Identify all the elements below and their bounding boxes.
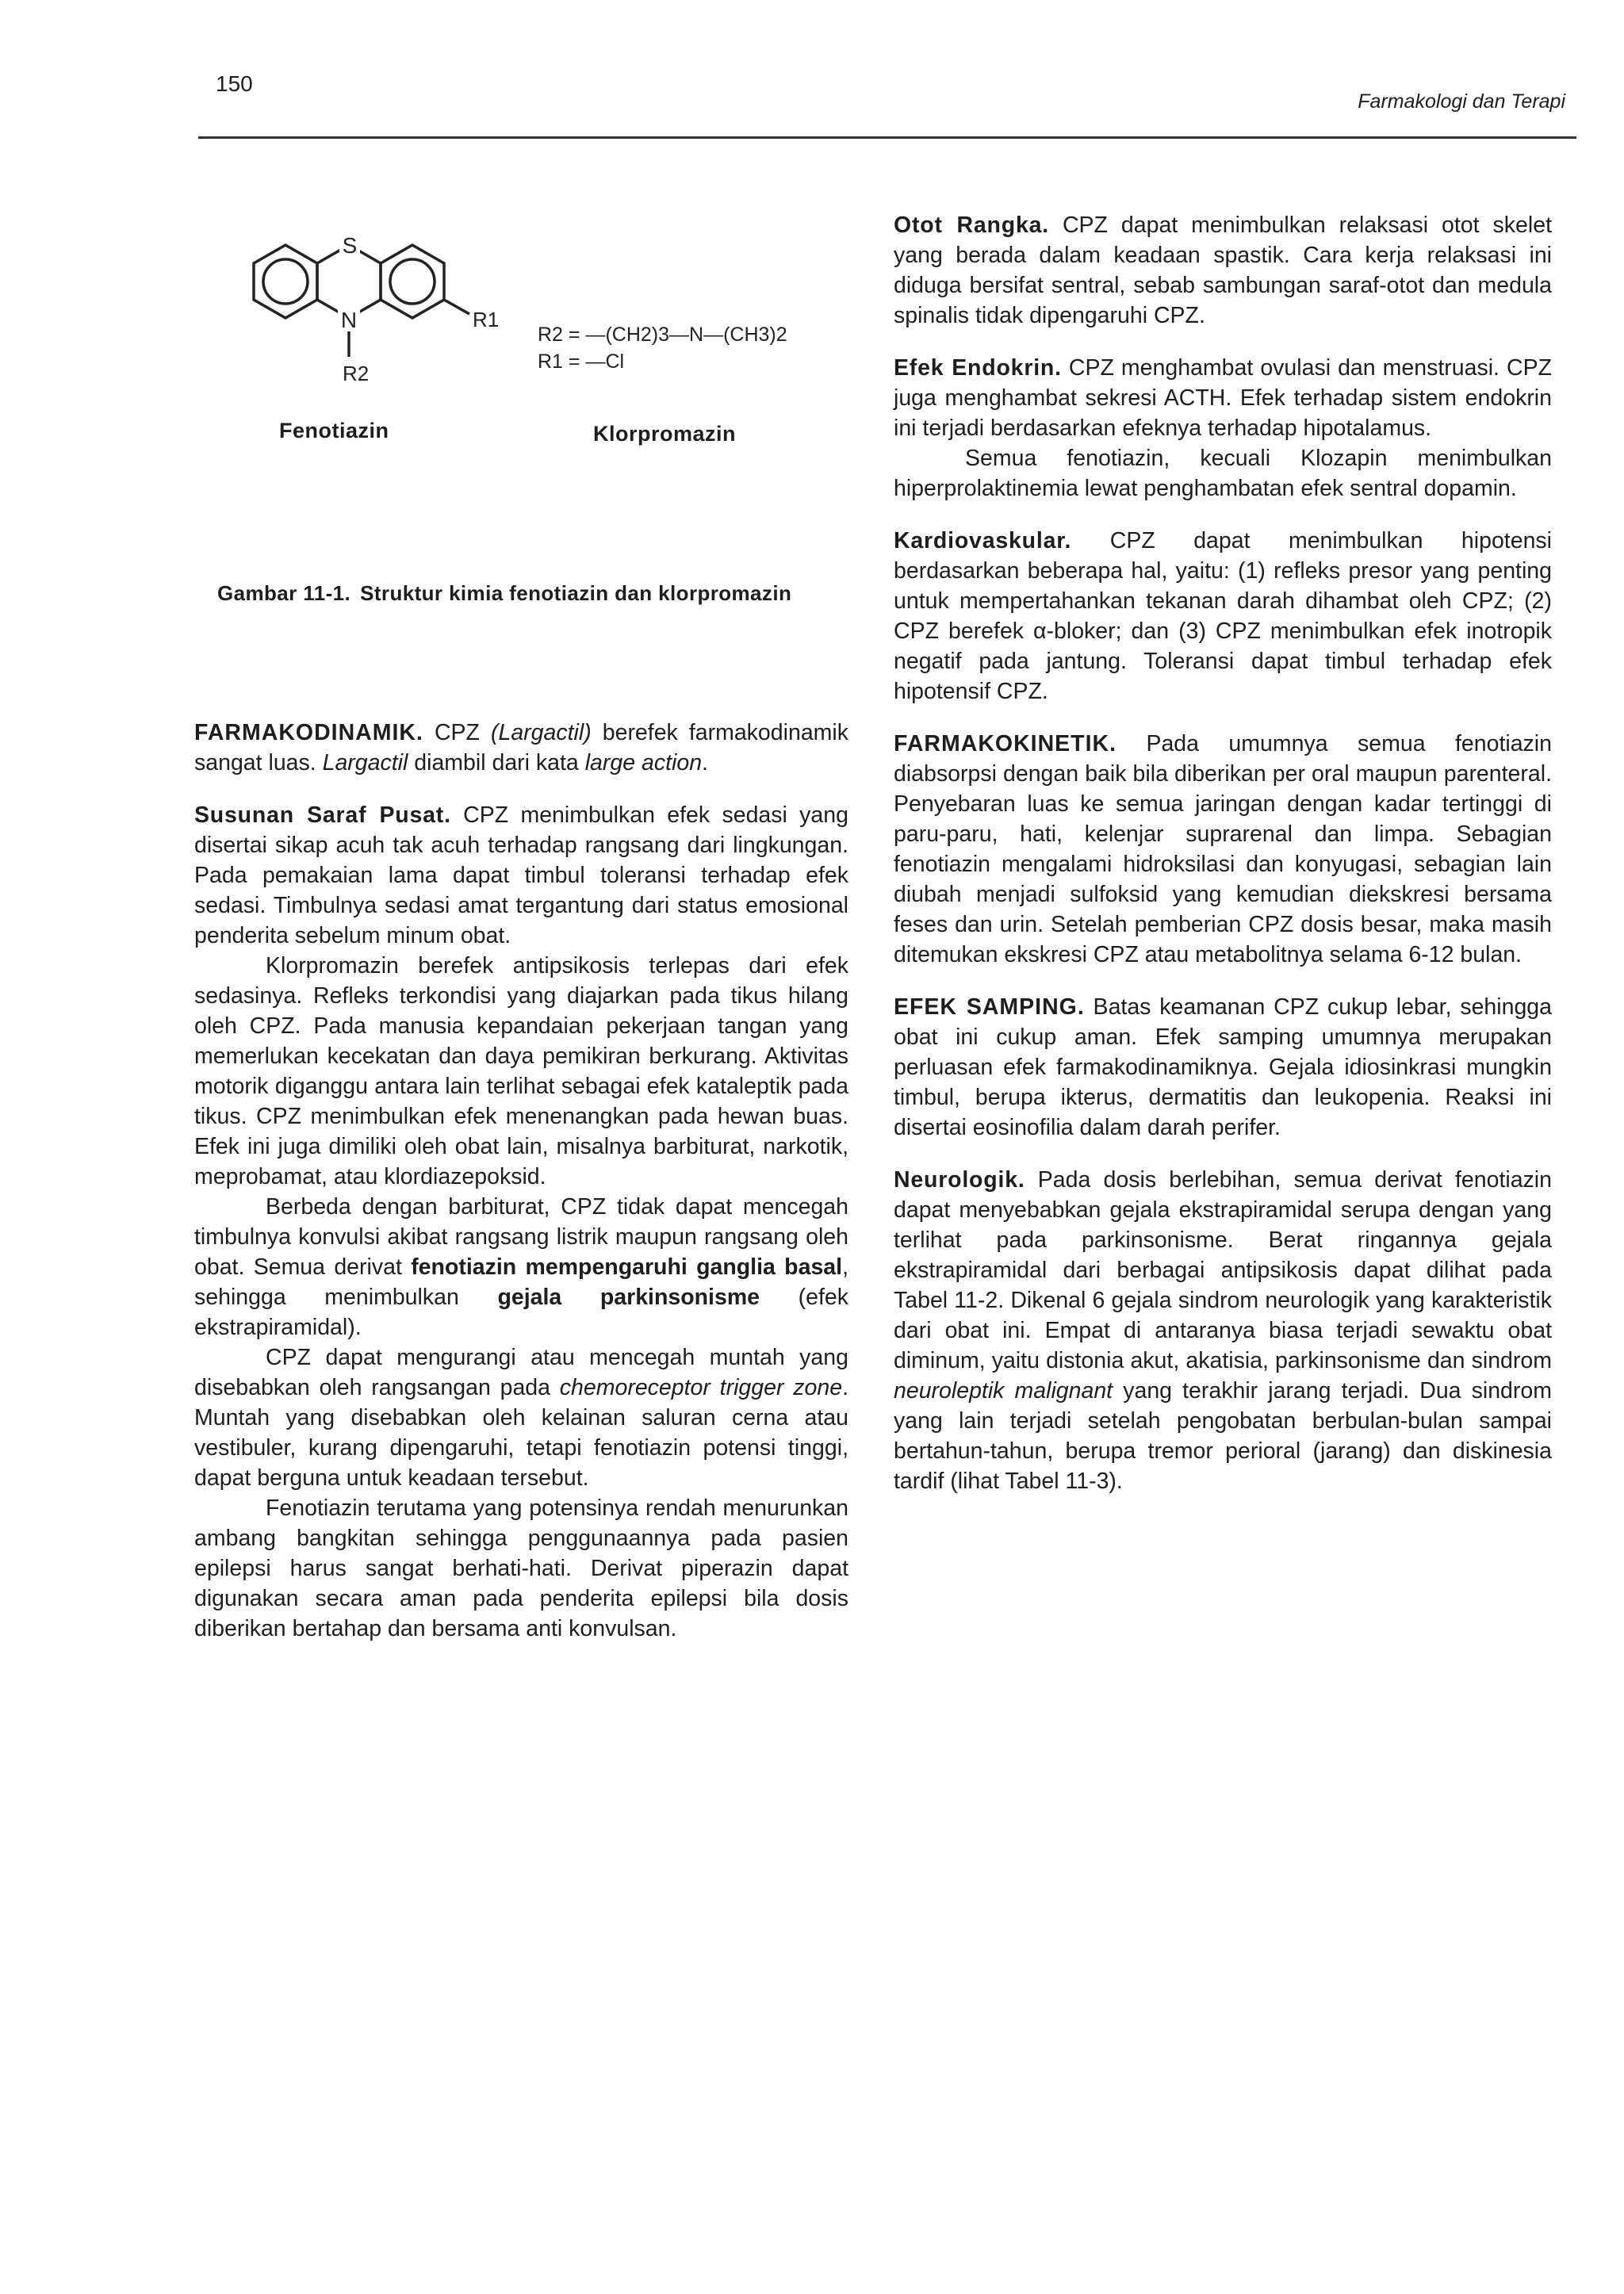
paragraph-endokrin	[894, 353, 1552, 443]
section-heading: FARMAKOKINETIK.	[894, 731, 1116, 756]
text-run: Berbeda dengan barbiturat, CPZ tidak dapat mencegah timbulnya konvulsi akibat rangsang listrik maupun rangsang oleh obat. Semua derivat	[194, 1194, 848, 1280]
paragraph-endokrin2	[894, 443, 1552, 504]
text-run: chemoreceptor trigger zone	[559, 1375, 843, 1400]
text-run: .	[702, 750, 708, 776]
benzene-ring-right-circle	[390, 259, 435, 304]
caption-number: Gambar 11-1.	[217, 581, 351, 605]
text-run: gejala parkinsonisme	[497, 1285, 760, 1310]
paragraph-ssp3	[194, 1192, 848, 1342]
text-run: yang terakhir jarang terjadi. Dua sindrom yang lain terjadi setelah pengobatan berbulan-bulan sampai bertahun-tahun, berupa tremor perioral (jarang) dan diskinesia tardif (lihat Tabel 11-3).	[894, 1378, 1552, 1494]
text-run: , sehingga menimbulkan	[194, 1254, 848, 1310]
text-run: . Muntah yang disebabkan oleh kelainan saluran cerna atau vestibuler, kurang dipengaruhi, tetapi fenotiazin potensi tinggi, dapat berguna untuk keadaan tersebut.	[194, 1375, 848, 1491]
text-run: diambil dari kata	[408, 750, 585, 776]
paragraph-ssp2	[194, 951, 848, 1192]
section-heading: Susunan Saraf Pusat.	[194, 802, 451, 828]
right-column	[894, 210, 1552, 1496]
atom-r1-label: R1	[473, 308, 500, 331]
text-run: CPZ dapat mengurangi atau mencegah muntah yang disebabkan oleh rangsangan pada	[194, 1345, 848, 1400]
paragraph-neurologik	[894, 1165, 1552, 1496]
text-run: Klorpromazin berefek antipsikosis terlepas dari efek sedasinya. Refleks terkondisi yang diajarkan pada tikus hilang oleh CPZ. Pada manusia kepandaian pekerjaan tangan yang memerlukan kecekatan dan daya pemikiran berkurang. Aktivitas motorik diganggu antara lain terlihat sebagai efek kataleptik pada tikus. CPZ menimbulkan efek menenangkan pada hewan buas. Efek ini juga dimiliki oleh obat lain, misalnya barbiturat, narkotik, meprobamat, atau klordiazepoksid.	[194, 953, 848, 1189]
paragraph-ssp4	[194, 1342, 848, 1493]
running-title: Farmakologi dan Terapi	[1358, 90, 1565, 113]
figure-structure	[206, 214, 880, 658]
atom-s-label: S	[342, 233, 358, 258]
page-number: 150	[216, 71, 253, 96]
r1-bond	[444, 300, 469, 314]
text-run: (efek ekstrapiramidal).	[194, 1285, 848, 1340]
header-rule	[198, 136, 1576, 139]
paragraph-farmakokinetik	[894, 729, 1552, 970]
benzene-ring-left-circle	[263, 259, 308, 304]
caption-text: Struktur kimia fenotiazin dan klorpromazin	[360, 581, 792, 605]
text-run: fenotiazin mempengaruhi ganglia basal	[411, 1254, 843, 1280]
section-heading: Neurologik.	[894, 1167, 1025, 1193]
text-run: Fenotiazin terutama yang potensinya rendah menurunkan ambang bangkitan sehingga penggunaannya pada pasien epilepsi harus sangat berhati-hati. Derivat piperazin dapat digunakan secara aman pada penderita epilepsi bila dosis diberikan bertahap dan bersama anti konvulsan.	[194, 1496, 848, 1641]
label-fenotiazin: Fenotiazin	[279, 419, 389, 442]
text-run: CPZ menghambat ovulasi dan menstruasi. CPZ juga menghambat sekresi ACTH. Efek terhadap sistem endokrin ini terjadi berdasarkan efeknya terhadap hipotalamus.	[894, 355, 1552, 441]
text-run: Pada dosis berlebihan, semua derivat fenotiazin dapat menyebabkan gejala ekstrapiramidal serupa dengan yang terlihat pada parkinsonisme. Berat ringannya gejala ekstrapiramidal dari berbagai antipsikosis dapat dilihat pada Tabel 11-2. Dikenal 6 gejala sindrom neurologik yang karakteristik dari obat ini. Empat di antaranya biasa terjadi sewaktu obat diminum, yaitu distonia akut, akatisia, parkinsonisme dan sindrom	[894, 1167, 1552, 1373]
section-heading: EFEK SAMPING.	[894, 994, 1085, 1020]
paragraph-ssp	[194, 800, 848, 951]
paragraph-otot	[894, 210, 1552, 331]
text-run: neuroleptik malignant	[894, 1378, 1113, 1404]
left-column	[194, 718, 848, 1644]
text-run: CPZ menimbulkan efek sedasi yang disertai sikap acuh tak acuh terhadap rangsang dari lingkungan. Pada pemakaian lama dapat timbul toleransi terhadap efek sedasi. Timbulnya sedasi amat tergantung dari status emosional penderita sebelum minum obat.	[194, 802, 848, 948]
paragraph-kardio	[894, 526, 1552, 707]
figure-caption	[217, 579, 883, 609]
section-heading: Efek Endokrin.	[894, 355, 1062, 381]
text-run: CPZ dapat menimbulkan relaksasi otot skelet yang berada dalam keadaan spastik. Cara kerja relaksasi ini diduga bersifat sentral, sebab sambungan saraf-otot dan medula spinalis tidak dipengaruhi CPZ.	[894, 213, 1552, 328]
text-run: Largactil	[322, 750, 408, 776]
formula-r1: R1 = —Cl	[538, 350, 625, 373]
text-run: (Largactil)	[490, 720, 592, 745]
formula-r2: R2 = —(CH2)3—N—(CH3)2	[538, 324, 787, 346]
label-klorpromazin: Klorpromazin	[593, 422, 737, 446]
text-run: berefek farmakodinamik sangat luas.	[194, 720, 848, 776]
paragraph-farmakodinamik	[194, 718, 848, 778]
section-heading: FARMAKODINAMIK.	[194, 720, 423, 745]
section-heading: Otot Rangka.	[894, 213, 1049, 238]
phenothiazine-structure-diagram	[206, 214, 880, 420]
section-heading: Kardiovaskular.	[894, 528, 1072, 553]
text-run: CPZ dapat menimbulkan hipotensi berdasarkan beberapa hal, yaitu: (1) refleks presor yang penting untuk mempertahankan tekanan darah dihambat oleh CPZ; (2) CPZ berefek α-bloker; dan (3) CPZ menimbulkan efek inotropik negatif pada jantung. Toleransi dapat timbul terhadap efek hipotensif CPZ.	[894, 528, 1552, 704]
text-run: CPZ	[423, 720, 491, 745]
text-run: Batas keamanan CPZ cukup lebar, sehingga obat ini cukup aman. Efek samping umumnya merupakan perluasan efek farmakodinamiknya. Gejala idiosinkrasi mungkin timbul, berupa ikterus, dermatitis dan leukopenia. Reaksi ini disertai eosinofilia dalam darah perifer.	[894, 994, 1553, 1140]
text-run: large action	[584, 750, 703, 776]
paragraph-ssp5	[194, 1493, 848, 1644]
text-run: Pada umumnya semua fenotiazin diabsorpsi dengan baik bila diberikan per oral maupun parenteral. Penyebaran luas ke semua jaringan dengan kadar tertinggi di paru-paru, hati, kelenjar suprarenal dan limpa. Sebagian fenotiazin mengalami hidroksilasi dan konyugasi, sebagian lain diubah menjadi sulfoksid yang kemudian diekskresi bersama feses dan urin. Setelah pemberian CPZ dosis besar, maka masih ditemukan ekskresi CPZ atau metabolitnya selama 6-12 bulan.	[894, 731, 1552, 967]
atom-n-label: N	[340, 308, 358, 332]
paragraph-efeksamping	[894, 992, 1552, 1143]
text-run: Semua fenotiazin, kecuali Klozapin menimbulkan hiperprolaktinemia lewat penghambatan efek sentral dopamin.	[894, 446, 1552, 501]
atom-r2-label: R2	[343, 362, 370, 385]
